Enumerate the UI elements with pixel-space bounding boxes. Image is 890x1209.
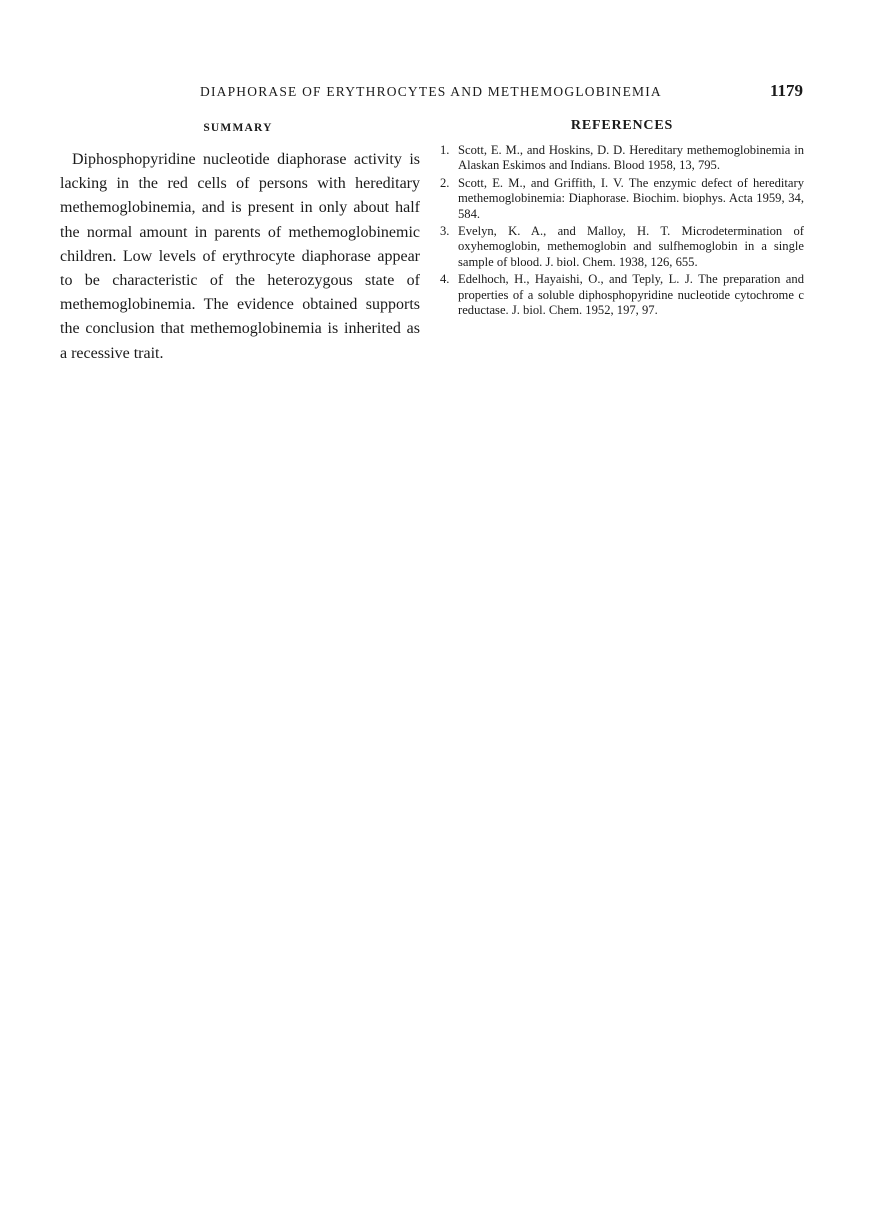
reference-number: 3. — [440, 224, 450, 239]
page-header — [60, 81, 810, 105]
reference-item — [440, 176, 804, 222]
reference-number: 4. — [440, 272, 450, 287]
reference-list — [440, 143, 804, 318]
summary-section — [60, 122, 420, 366]
running-title: DIAPHORASE OF ERYTHROCYTES AND METHEMOGLOBINEMIA — [200, 84, 662, 99]
page-number: 1179 — [769, 81, 803, 100]
reference-text: Evelyn, K. A., and Malloy, H. T. Microdetermination of oxyhemoglobin, methemoglobin and sulfhemoglobin in a single sample of blood. J. biol. Chem. 1938, 126, 655. — [458, 224, 804, 269]
reference-text: Scott, E. M., and Hoskins, D. D. Hereditary methemoglobinemia in Alaskan Eskimos and Indians. Blood 1958, 13, 795. — [458, 143, 804, 173]
reference-item — [440, 272, 804, 318]
reference-text: Edelhoch, H., Hayaishi, O., and Teply, L. J. The preparation and properties of a soluble diphosphopyridine nucleotide cytochrome c reductase. J. biol. Chem. 1952, 197, 97. — [458, 272, 804, 318]
references-heading: REFERENCES — [570, 118, 674, 133]
summary-paragraph: Diphosphopyridine nucleotide diaphorase activity is lacking in the red cells of persons with hereditary methemoglobinemia, and is present in only about half the normal amount in parents of methemoglobinemic children. Low levels of erythrocyte diaphorase appear to be characteristic of the heterozygous state of methemoglobinemia. The evidence obtained supports the conclusion that methemoglobinemia is inherited as a recessive trait. — [60, 151, 420, 362]
references-section — [440, 118, 804, 320]
reference-item — [440, 224, 804, 270]
reference-number: 2. — [440, 175, 450, 190]
summary-heading: SUMMARY — [203, 122, 273, 134]
reference-item — [440, 143, 804, 174]
reference-text: Scott, E. M., and Griffith, I. V. The enzymic defect of hereditary methemoglobinemia: Diaphorase. Biochim. biophys. Acta 1959, 34, 584. — [458, 175, 804, 221]
reference-number: 1. — [440, 143, 450, 157]
